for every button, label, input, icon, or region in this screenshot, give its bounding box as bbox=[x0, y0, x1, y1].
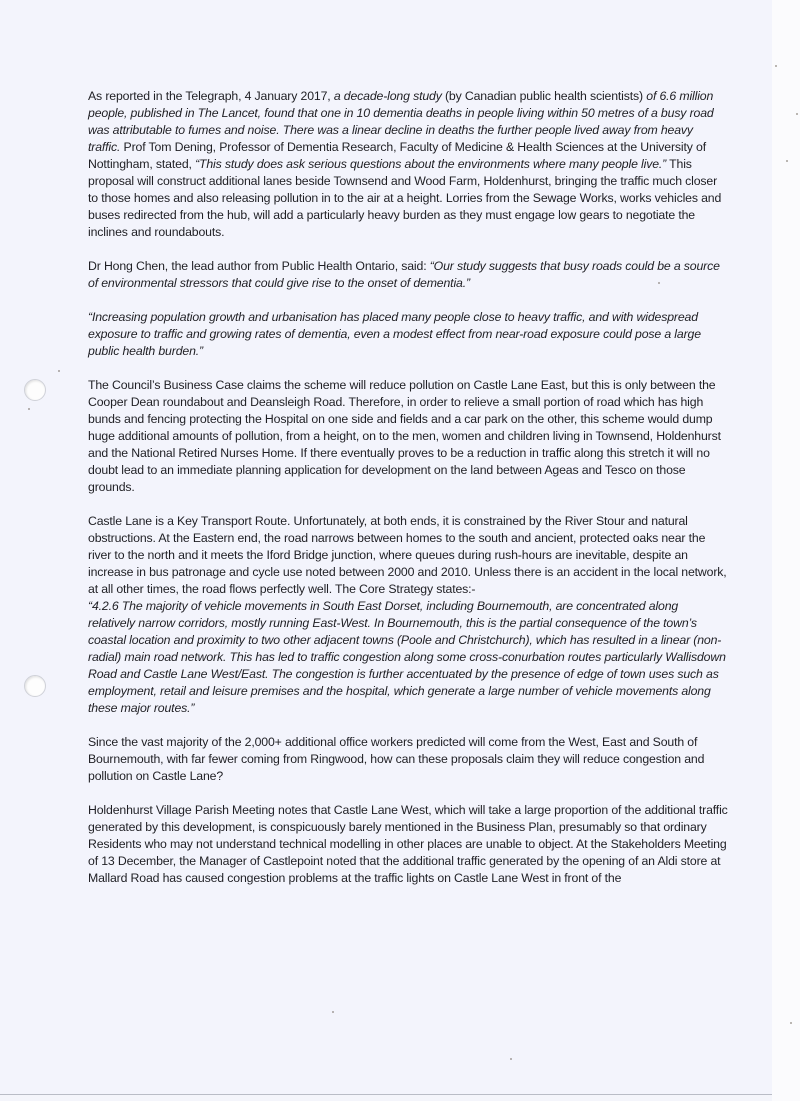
paragraph bbox=[88, 377, 728, 496]
text-segment: (by Canadian public health scientists) bbox=[441, 89, 647, 103]
scan-speck bbox=[790, 1022, 792, 1024]
text-segment: Holdenhurst Village Parish Meeting notes that Castle Lane West, which will take a large proportion of the additional traffic generated by this development, is conspicuously barely mentioned in the Business Plan, presumably so that ordinary Residents who may not understand technical modelling in other places are unable to object. At the Stakeholders Meeting of 13 December, the Manager of Castlepoint noted that the additional traffic generated by the opening of an Aldi store at Mallard Road has caused congestion problems at the traffic lights on Castle Lane West in front of the bbox=[88, 803, 728, 885]
paragraph bbox=[88, 309, 728, 360]
paragraph bbox=[88, 258, 728, 292]
punch-hole-bottom bbox=[24, 675, 46, 697]
scan-speck bbox=[58, 370, 60, 372]
text-segment: This proposal will construct additional lanes beside Townsend and Wood Farm, Holdenhurst, bringing the traffic much closer to those homes and also releasing pollution in to the air at a height. Lorries from the Sewage Works, works vehicles and buses redirected from the hub, will add a particularly heavy burden as they must engage low gears to negotiate the inclines and roundabouts. bbox=[88, 157, 722, 239]
italic-text-segment: of 6.6 million people, published in The Lancet, found that one in 10 dementia deaths in people living within 50 metres of a busy road was attributable to fumes and noise. There was a linear decline in deaths the further people lived away from heavy traffic. bbox=[88, 89, 714, 154]
scan-edge bbox=[772, 0, 800, 1101]
text-segment: Dr Hong Chen, the lead author from Public Health Ontario, said: bbox=[88, 259, 430, 273]
scan-speck bbox=[786, 160, 788, 162]
document-body bbox=[88, 88, 728, 904]
scan-speck bbox=[775, 65, 777, 67]
paragraph bbox=[88, 88, 728, 241]
italic-text-segment: “Increasing population growth and urbanisation has placed many people close to heavy traffic, and with widespread exposure to traffic and growing rates of dementia, even a modest effect from near-road exposure could pose a large public health burden.” bbox=[88, 310, 701, 358]
italic-text-segment: “Our study suggests that busy roads could be a source of environmental stressors that could give rise to the onset of dementia.” bbox=[88, 259, 720, 290]
text-segment: The Council’s Business Case claims the scheme will reduce pollution on Castle Lane East, but this is only between the Cooper Dean roundabout and Deansleigh Road. Therefore, in order to relieve a small portion of road which has high bunds and fencing protecting the Hospital on one side and fields and a car park on the other, this scheme would dump huge additional amounts of pollution, from a height, on to the men, women and children living in Townsend, Holdenhurst and the National Retired Nurses Home. If there eventually proves to be a reduction in traffic along this stretch it will no doubt lead to an immediate planning application for development on the land between Ageas and Tesco on those grounds. bbox=[88, 378, 721, 494]
text-segment: Since the vast majority of the 2,000+ additional office workers predicted will come from the West, East and South of Bournemouth, with far fewer coming from Ringwood, how can these proposals claim they will reduce congestion and pollution on Castle Lane? bbox=[88, 735, 705, 783]
paragraph bbox=[88, 802, 728, 887]
scan-speck bbox=[796, 113, 798, 115]
scan-speck bbox=[332, 1011, 334, 1013]
paragraph bbox=[88, 734, 728, 785]
paragraph bbox=[88, 513, 728, 717]
text-segment: Castle Lane is a Key Transport Route. Unfortunately, at both ends, it is constrained by the River Stour and natural obstructions. At the Eastern end, the road narrows between homes to the south and ancient, protected oaks near the river to the north and it meets the Iford Bridge junction, where queues during rush-hours are inevitable, despite an increase in bus patronage and cycle use noted between 2000 and 2010. Unless there is an accident in the local network, at all other times, the road flows perfectly well. The Core Strategy states:- bbox=[88, 514, 727, 596]
italic-text-segment: “4.2.6 The majority of vehicle movements in South East Dorset, including Bournemouth, are concentrated along relatively narrow corridors, mostly running East-West. In Bournemouth, this is the partial consequence of the town’s coastal location and proximity to two other adjacent towns (Poole and Christchurch), which has resulted in a linear (non-radial) main road network. This has led to traffic congestion along some cross-conurbation routes particularly Wallisdown Road and Castle Lane West/East. The congestion is further accentuated by the presence of edge of town uses such as employment, retail and leisure premises and the hospital, which generate a large number of vehicle movements along these major routes.” bbox=[88, 599, 726, 715]
text-segment: As reported in the Telegraph, 4 January 2017, bbox=[88, 89, 334, 103]
scan-speck bbox=[510, 1058, 512, 1060]
italic-text-segment: a decade-long study bbox=[333, 89, 442, 103]
scan-speck bbox=[28, 408, 30, 410]
text-segment: Prof Tom Dening, Professor of Dementia Research, Faculty of Medicine & Health Sciences at the University of Nottingham, stated, bbox=[88, 140, 706, 171]
italic-text-segment: “This study does ask serious questions about the environments where many people live.” bbox=[195, 157, 667, 171]
punch-hole-top bbox=[24, 379, 46, 401]
